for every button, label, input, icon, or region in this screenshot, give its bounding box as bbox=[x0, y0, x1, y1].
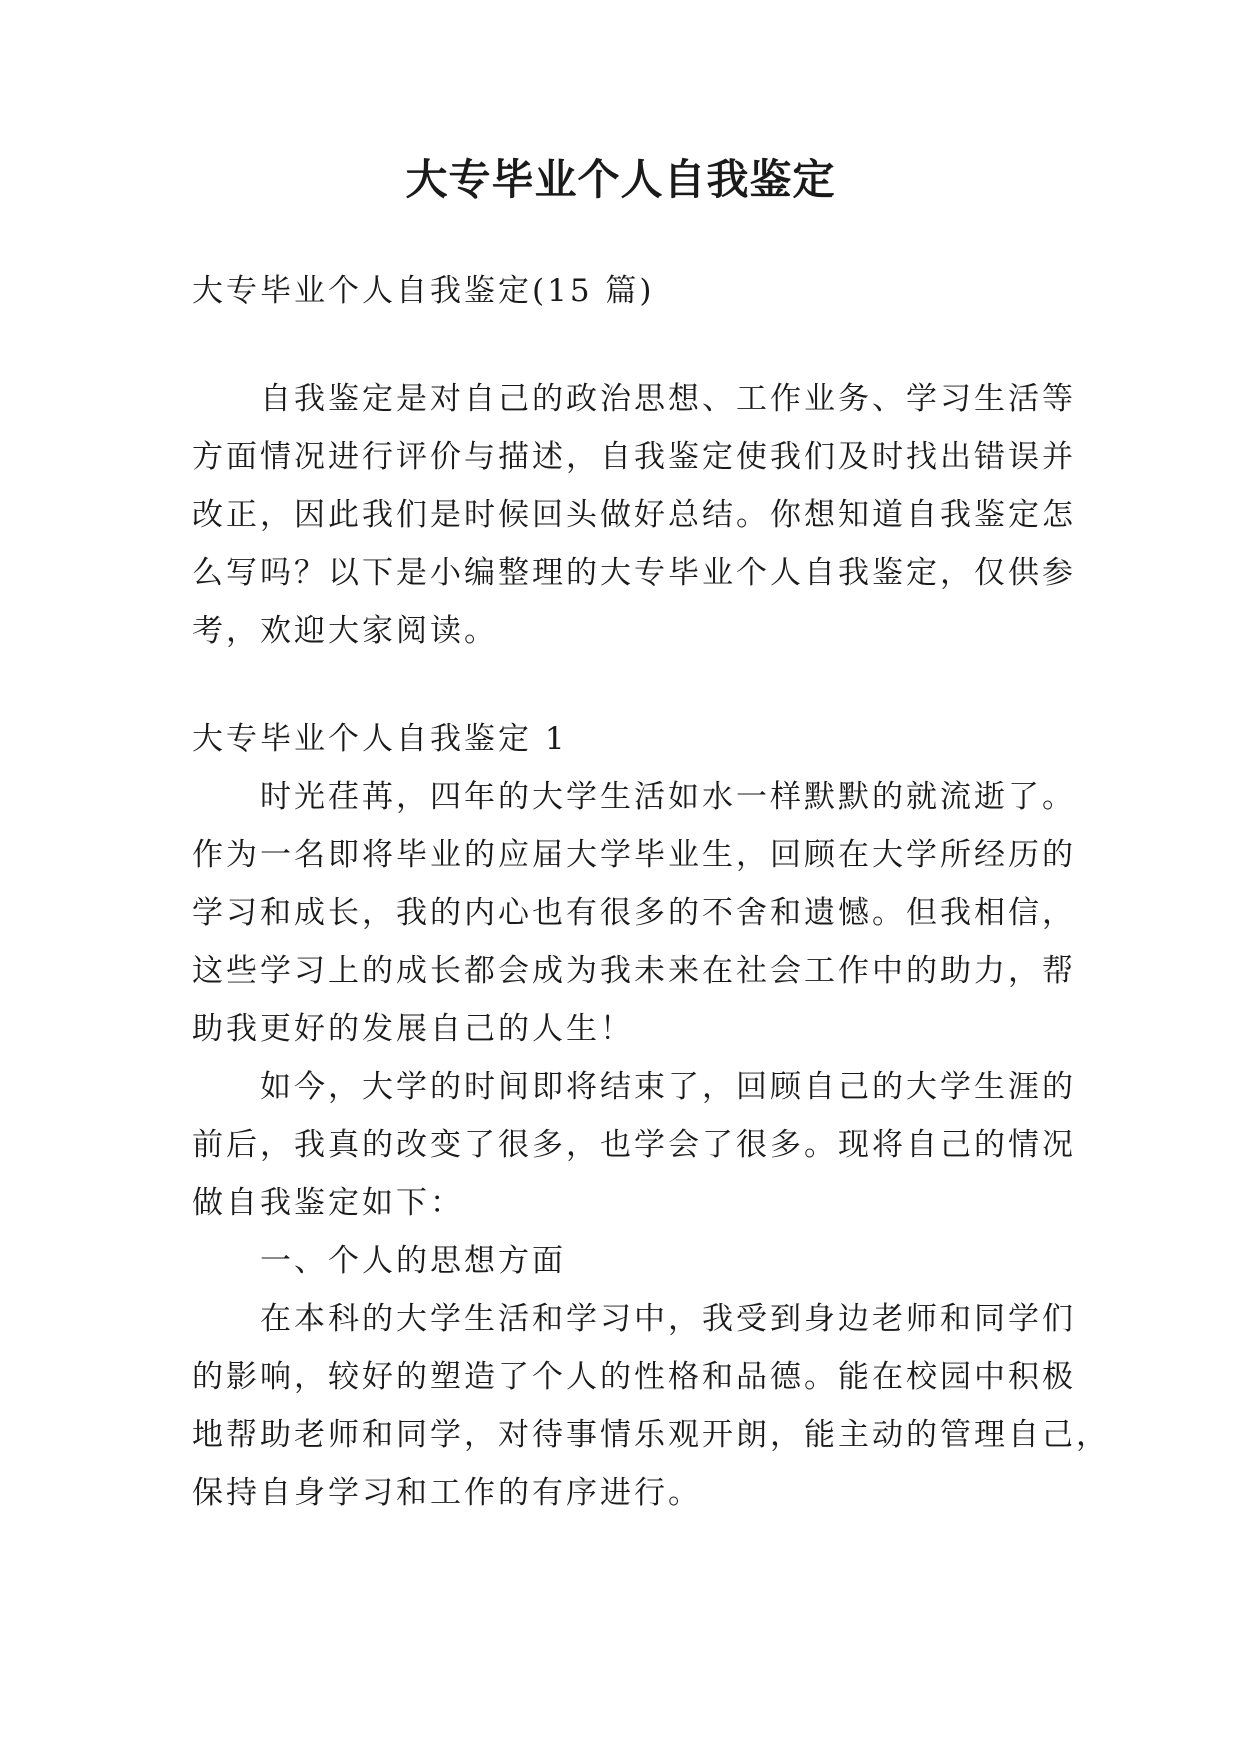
intro-line: 改正，因此我们是时候回头做好总结。你想知道自我鉴定怎 bbox=[192, 497, 1076, 533]
section-line: 前后，我真的改变了很多，也学会了很多。现将自己的情况 bbox=[192, 1127, 1076, 1163]
section-subheading: 一、个人的思想方面 bbox=[192, 1243, 566, 1279]
section-line: 的影响，较好的塑造了个人的性格和品德。能在校园中积极 bbox=[192, 1359, 1076, 1395]
intro-line: 自我鉴定是对自己的政治思想、工作业务、学习生活等 bbox=[192, 381, 1076, 417]
document-title: 大专毕业个人自我鉴定 bbox=[405, 155, 836, 204]
section-line: 时光荏苒，四年的大学生活如水一样默默的就流逝了。 bbox=[192, 779, 1076, 815]
section-line: 这些学习上的成长都会成为我未来在社会工作中的助力，帮 bbox=[192, 953, 1076, 989]
intro-line: 考，欢迎大家阅读。 bbox=[192, 613, 498, 649]
intro-line: 么写吗？以下是小编整理的大专毕业个人自我鉴定，仅供参 bbox=[192, 555, 1076, 591]
section-line: 在本科的大学生活和学习中，我受到身边老师和同学们 bbox=[192, 1301, 1076, 1337]
paragraph-gap bbox=[192, 320, 1052, 370]
section-line: 作为一名即将毕业的应届大学毕业生，回顾在大学所经历的 bbox=[192, 837, 1076, 873]
section-line: 如今，大学的时间即将结束了，回顾自己的大学生涯的 bbox=[192, 1069, 1076, 1105]
paragraph-gap bbox=[192, 660, 1052, 710]
section-line: 学习和成长，我的内心也有很多的不舍和遗憾。但我相信， bbox=[192, 895, 1076, 931]
intro-line: 方面情况进行评价与描述，自我鉴定使我们及时找出错误并 bbox=[192, 439, 1076, 475]
section-line: 保持自身学习和工作的有序进行。 bbox=[192, 1475, 702, 1511]
section-heading: 大专毕业个人自我鉴定 1 bbox=[192, 721, 568, 757]
document-body bbox=[192, 262, 1110, 1522]
section-line: 地帮助老师和同学，对待事情乐观开朗，能主动的管理自己， bbox=[192, 1417, 1110, 1453]
section-line: 助我更好的发展自己的人生！ bbox=[192, 1011, 634, 1047]
document-subtitle: 大专毕业个人自我鉴定(15 篇) bbox=[192, 273, 655, 309]
intro-paragraph bbox=[192, 370, 1076, 660]
section-text bbox=[192, 768, 1110, 1522]
section-line: 做自我鉴定如下： bbox=[192, 1185, 464, 1221]
